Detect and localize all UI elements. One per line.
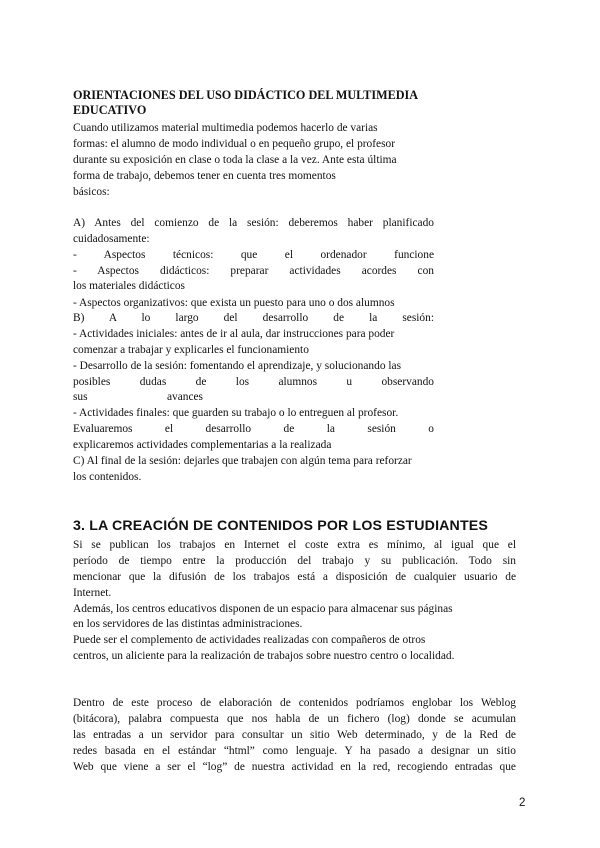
moment-line: - Aspectos técnicos: que el ordenador funcione <box>73 249 434 261</box>
moment-line: explicaremos actividades complementarias a la realizada <box>73 439 332 451</box>
moment-line: comenzar a trabajar y explicarles el funcionamiento <box>73 344 309 356</box>
moment-line: - Aspectos organizativos: que exista un puesto para uno o dos alumnos <box>73 297 395 309</box>
section-line: mencionar que la difusión de los trabajos está a disposición de cualquier usuario de <box>73 571 516 583</box>
intro-line: básicos: <box>73 186 110 198</box>
intro-line: forma de trabajo, debemos tener en cuenta tres momentos <box>73 170 336 182</box>
section-line: en los servidores de las distintas administraciones. <box>73 618 303 630</box>
moment-line: - Desarrollo de la sesión: fomentando el aprendizaje, y solucionando las <box>73 360 402 372</box>
section-line: centros, un aliciente para la realización de trabajos sobre nuestro centro o localidad. <box>73 650 455 662</box>
moment-line: posibles dudas de los alumnos u observando <box>73 376 434 388</box>
moment-c-heading: C) Al final de la sesión: dejarles que trabajen con algún tema para reforzar <box>73 455 412 467</box>
document-title: ORIENTACIONES DEL USO DIDÁCTICO DEL MULTIMEDIA <box>73 88 419 102</box>
document-title-continued: EDUCATIVO <box>73 103 147 117</box>
weblog-line: Dentro de este proceso de elaboración de contenidos podríamos englobar los Weblog <box>73 697 516 709</box>
intro-line: formas: el alumno de modo individual o en pequeño grupo, el profesor <box>73 138 396 150</box>
weblog-line: (bitácora), palabra compuesta que nos habla de un fichero (log) donde se acumulan <box>73 713 516 725</box>
moment-b-heading: B) A lo largo del desarrollo de la sesión: <box>73 312 434 324</box>
section-line: Si se publican los trabajos en Internet el coste extra es mínimo, al igual que el <box>73 539 516 551</box>
moment-line: sus avances <box>73 391 203 403</box>
section-line: Además, los centros educativos disponen de un espacio para almacenar sus páginas <box>73 603 453 615</box>
section-line: Internet. <box>73 587 112 599</box>
moment-line: - Aspectos didácticos: preparar actividades acordes con <box>73 265 434 277</box>
intro-line: Cuando utilizamos material multimedia podemos hacerlo de varias <box>73 122 378 134</box>
moment-line: - Actividades finales: que guarden su trabajo o lo entreguen al profesor. <box>73 407 399 419</box>
moment-line: los contenidos. <box>73 471 142 483</box>
section-heading: 3. LA CREACIÓN DE CONTENIDOS POR LOS ESTUDIANTES <box>73 518 488 534</box>
weblog-line: las entradas a un servidor para consultar un sitio Web determinado, y de la Red de <box>73 729 516 741</box>
page-number: 2 <box>519 797 526 809</box>
moment-line: Evaluaremos el desarrollo de la sesión o <box>73 423 434 435</box>
section-line: período de tiempo entre la producción del trabajo y su publicación. Todo sin <box>73 555 516 567</box>
weblog-line: redes basada en el estándar “html” como lenguaje. Y ha pasado a designar un sitio <box>73 745 516 757</box>
moment-line: los materiales didácticos <box>73 280 185 292</box>
section-line: Puede ser el complemento de actividades realizadas con compañeros de otros <box>73 634 426 646</box>
intro-line: durante su exposición en clase o toda la clase a la vez. Ante esta última <box>73 154 397 166</box>
moment-line: cuidadosamente: <box>73 233 150 245</box>
moment-line: - Actividades iniciales: antes de ir al aula, dar instrucciones para poder <box>73 328 395 340</box>
weblog-line: Web que viene a ser el “log” de nuestra actividad en la red, recogiendo entradas que <box>73 761 516 773</box>
moment-a-heading: A) Antes del comienzo de la sesión: deberemos haber planificado <box>73 217 434 229</box>
